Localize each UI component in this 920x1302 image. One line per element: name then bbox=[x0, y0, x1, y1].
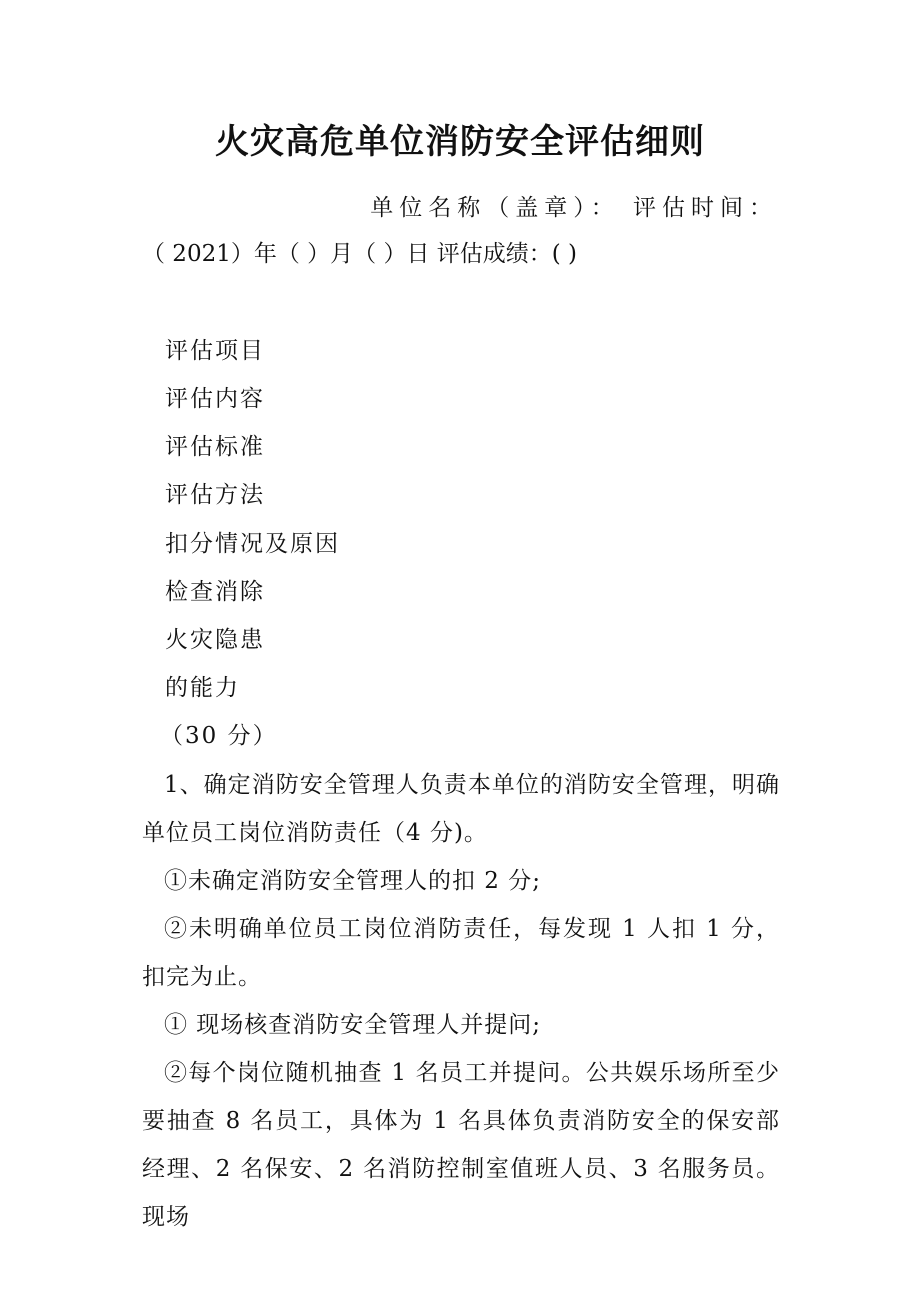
paragraph-item-1: 1、确定消防安全管理人负责本单位的消防安全管理，明确单位员工岗位消防责任（4 分)。 bbox=[142, 772, 780, 846]
heading-deduction-reason: 扣分情况及原因 bbox=[165, 531, 340, 557]
heading-score: （30 分） bbox=[160, 723, 278, 749]
assessment-date-and-score: （ 2021）年（ ）月（ ）日 评估成绩：( ) bbox=[142, 241, 578, 267]
heading-fire-hazards: 火灾隐患 bbox=[165, 627, 265, 653]
paragraph-standard-1: ①未确定消防安全管理人的扣 2 分; bbox=[164, 868, 542, 894]
heading-assessment-method: 评估方法 bbox=[165, 482, 265, 508]
heading-assessment-standard: 评估标准 bbox=[165, 434, 265, 460]
heading-capability: 的能力 bbox=[165, 675, 240, 701]
paragraph-method-1: ① 现场核查消防安全管理人并提问; bbox=[164, 1012, 542, 1038]
heading-inspect-eliminate: 检查消除 bbox=[165, 579, 265, 605]
heading-assessment-content: 评估内容 bbox=[165, 386, 265, 412]
unit-name-and-assessment-time: 单位名称（盖章）： 评估时间： bbox=[370, 195, 778, 221]
heading-assessment-item: 评估项目 bbox=[165, 338, 265, 364]
paragraph-method-2: ②每个岗位随机抽查 1 名员工并提问。公共娱乐场所至少要抽查 8 名员工，具体为 1 名具体负责消防安全的保安部经理、2 名保安、2 名消防控制室值班人员、3 名服务员。现场 bbox=[142, 1060, 780, 1230]
document-title: 火灾高危单位消防安全评估细则 bbox=[215, 122, 705, 162]
paragraph-standard-2: ②未明确单位员工岗位消防责任，每发现 1 人扣 1 分，扣完为止。 bbox=[142, 916, 780, 990]
